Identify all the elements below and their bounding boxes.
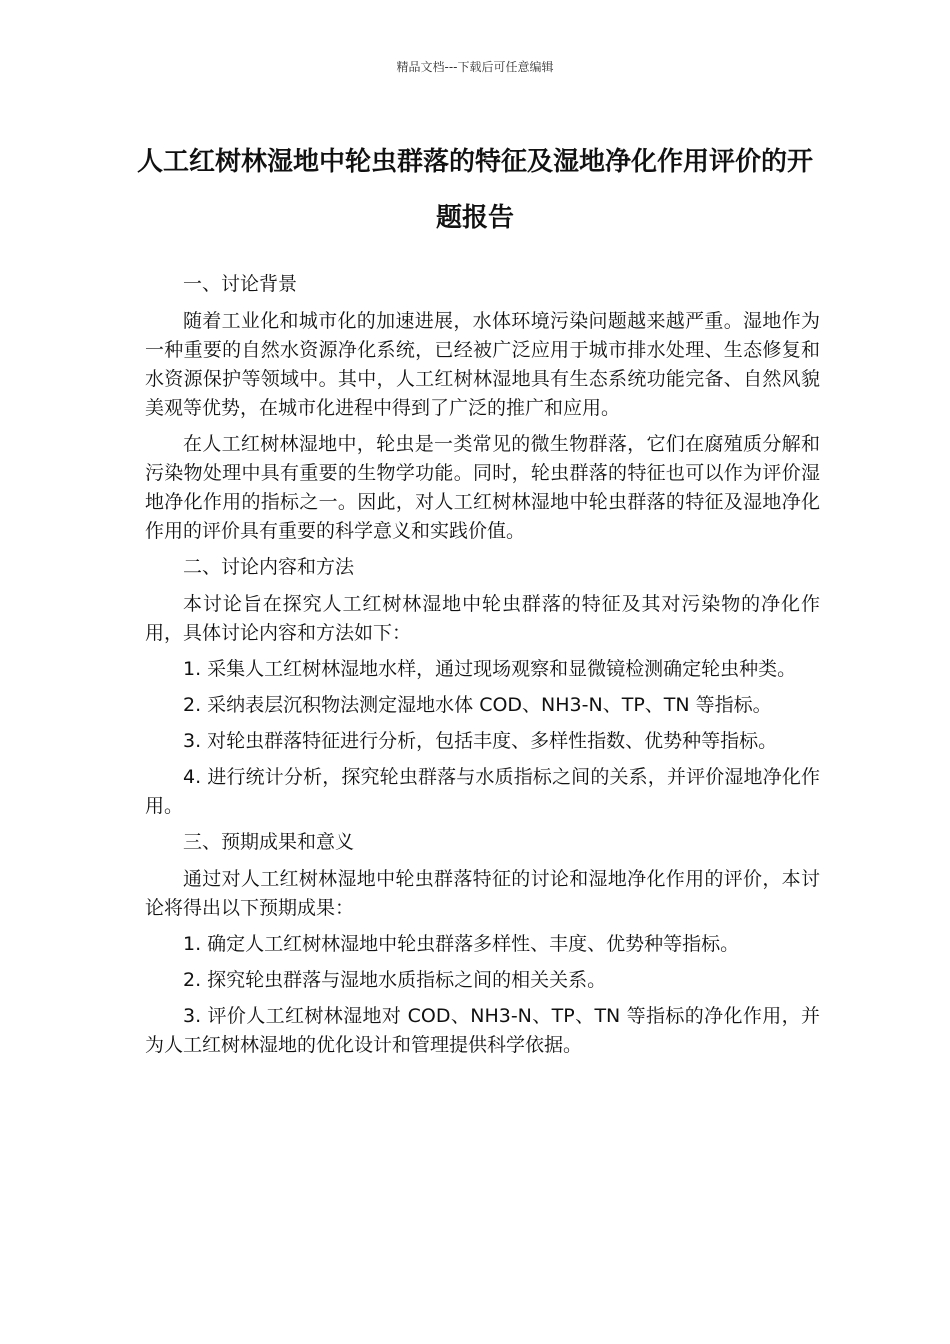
list-item-method-2: 2. 采纳表层沉积物法测定湿地水体 COD、NH3-N、TP、TN 等指标。 — [183, 694, 772, 716]
paragraph-background-2: 在人工红树林湿地中，轮虫是一类常见的微生物群落，它们在腐殖质分解和污染物处理中具有重要的生物学功能。同时，轮虫群落的特征也可以作为评价湿地净化作用的指标之一。因此，对人工红树林湿地中轮虫群落的特征及湿地净化作用的评价具有重要的科学意义和实践价值。 — [145, 433, 820, 542]
section-heading-outcomes: 三、预期成果和意义 — [183, 831, 355, 853]
list-item-method-4: 4. 进行统计分析，探究轮虫群落与水质指标之间的关系，并评价湿地净化作用。 — [145, 766, 820, 817]
list-item-outcome-1: 1. 确定人工红树林湿地中轮虫群落多样性、丰度、优势种等指标。 — [183, 933, 740, 955]
list-item-outcome-2: 2. 探究轮虫群落与湿地水质指标之间的相关关系。 — [183, 969, 607, 991]
list-item-method-3: 3. 对轮虫群落特征进行分析，包括丰度、多样性指数、优势种等指标。 — [183, 730, 778, 752]
list-item-outcome-3: 3. 评价人工红树林湿地对 COD、NH3-N、TP、TN 等指标的净化作用，并为人工红树林湿地的优化设计和管理提供科学依据。 — [145, 1005, 820, 1056]
paragraph-outcomes-intro: 通过对人工红树林湿地中轮虫群落特征的讨论和湿地净化作用的评价，本讨论将得出以下预期成果： — [145, 868, 820, 919]
section-heading-methods: 二、讨论内容和方法 — [183, 556, 355, 578]
list-item-method-1: 1. 采集人工红树林湿地水样，通过现场观察和显微镜检测确定轮虫种类。 — [183, 658, 797, 680]
document-body — [145, 270, 820, 1067]
header-note: 精品文档---下载后可任意编辑 — [396, 60, 554, 74]
paragraph-methods-intro: 本讨论旨在探究人工红树林湿地中轮虫群落的特征及其对污染物的净化作用，具体讨论内容和方法如下： — [145, 593, 820, 644]
section-heading-background: 一、讨论背景 — [183, 273, 298, 295]
paragraph-background-1: 随着工业化和城市化的加速进展，水体环境污染问题越来越严重。湿地作为一种重要的自然水资源净化系统，已经被广泛应用于城市排水处理、生态修复和水资源保护等领域中。其中，人工红树林湿地具有生态系统功能完备、自然风貌美观等优势，在城市化进程中得到了广泛的推广和应用。 — [145, 310, 820, 419]
document-title: 人工红树林湿地中轮虫群落的特征及湿地净化作用评价的开题报告 — [136, 147, 813, 233]
